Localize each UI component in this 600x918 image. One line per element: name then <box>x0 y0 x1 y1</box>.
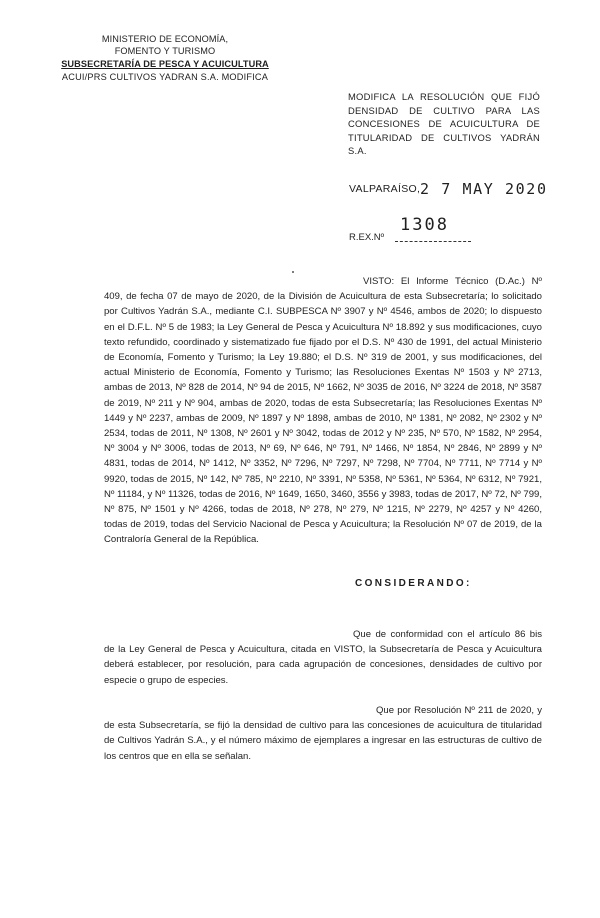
resolution-subject: MODIFICA LA RESOLUCIÓN QUE FIJÓ DENSIDAD DE CULTIVO PARA LAS CONCESIONES DE ACUICULTURA DE TITULARIDAD DE CULTIVOS YADRÁN S.A. <box>348 91 540 157</box>
resolution-number-line <box>395 241 471 242</box>
considerando-heading: CONSIDERANDO: <box>355 578 472 589</box>
resolution-number: 1308 <box>400 215 449 235</box>
ministry-name: MINISTERIO DE ECONOMÍA, <box>101 34 229 44</box>
considerando-paragraph-2: Que por Resolución Nº 211 de 2020, y de esta Subsecretaría, se fijó la densidad de cultivo para las concesiones de acuicultura de titularidad de Cultivos Yadrán S.A., y el número máximo de ejemplares a ingresar en las estructuras de cultivo de los centros que en ella se señalan. <box>104 705 542 762</box>
resolution-number-label: R.EX.Nº <box>349 232 385 243</box>
visto-paragraph: VISTO: El Informe Técnico (D.Ac.) Nº 409, de fecha 07 de mayo de 2020, de la División de Acuicultura de esta Subsecretaría; lo solicitado por Cultivos Yadrán S.A., mediante C.I. SUBPESCA Nº 3907 y Nº 4546, ambos de 2020; lo dispuesto en el D.F.L. Nº 5 de 1983; la Ley General de Pesca y Acuicultura Nº 18.892 y sus modificaciones, cuyo texto refundido, coordinado y sistematizado fue fijado por el D.S. Nº 430 de 1991, del actual Ministerio de Economía, Fomento y Turismo; la Ley 19.880; el D.S. Nº 319 de 2001, y sus modificaciones, del actual Ministerio de Economía, Fomento y Turismo; las Resoluciones Exentas Nº 1503 y Nº 2713, ambas de 2013, Nº 828 de 2014, Nº 94 de 2015, Nº 1662, Nº 3035 de 2016, Nº 3224 de 2018, Nº 3587 de 2019, Nº 211 y Nº 904, ambas de 2020, todas de esta Subsecretaría; las Resoluciones Exentas Nº 1449 y Nº 2237, ambas de 2009, Nº 1897 y Nº 1898, ambas de 2010, Nº 1381, Nº 2082, Nº 2302 y Nº 2534, todas de 2011, Nº 1308, Nº 2601 y Nº 3042, todas de 2012 y Nº 235, Nº 570, Nº 1582, Nº 2954, Nº 3004 y Nº 3006, todas de 2013, Nº 69, Nº 646, Nº 791, Nº 1466, Nº 1854, Nº 2846, Nº 2899 y Nº 4831, todas de 2014, Nº 1412, Nº 3352, Nº 7296, Nº 7297, Nº 7298, Nº 7704, Nº 7711, Nº 7714 y Nº 9920, todas de 2015, Nº 142, Nº 785, Nº 2210, Nº 3391, Nº 5358, Nº 5361, Nº 5364, Nº 6312, Nº 7921, Nº 11184, y Nº 11326, todas de 2016, Nº 1649, 1650, 3460, 3556 y 3983, todas de 2017, Nº 72, Nº 799, Nº 875, Nº 1501 y Nº 4266, todas de 2018, Nº 278, Nº 279, Nº 1215, Nº 2279, Nº 4257 y Nº 4260, todas de 2019, todas del Servicio Nacional de Pesca y Acuicultura; la Resolución Nº 07 de 2019, de la Contraloría General de la República. <box>104 276 542 546</box>
ministry-name-line2: FOMENTO Y TURISMO <box>114 46 216 56</box>
document-reference: ACUI/PRS CULTIVOS YADRAN S.A. MODIFICA <box>61 72 269 82</box>
scan-speck <box>292 271 294 273</box>
considerando-paragraph-1: Que de conformidad con el artículo 86 bis de la Ley General de Pesca y Acuicultura, citada en VISTO, la Subsecretaría de Pesca y Acuicultura deberá establecer, por resolución, para cada agrupación de concesiones, densidades de cultivo por especie o grupo de especies. <box>104 629 542 686</box>
date-stamp: 2 7 MAY 2020 <box>420 180 548 198</box>
place: VALPARAÍSO, <box>349 183 421 195</box>
subsecretaria-name: SUBSECRETARÍA DE PESCA Y ACUICULTURA <box>61 59 269 69</box>
